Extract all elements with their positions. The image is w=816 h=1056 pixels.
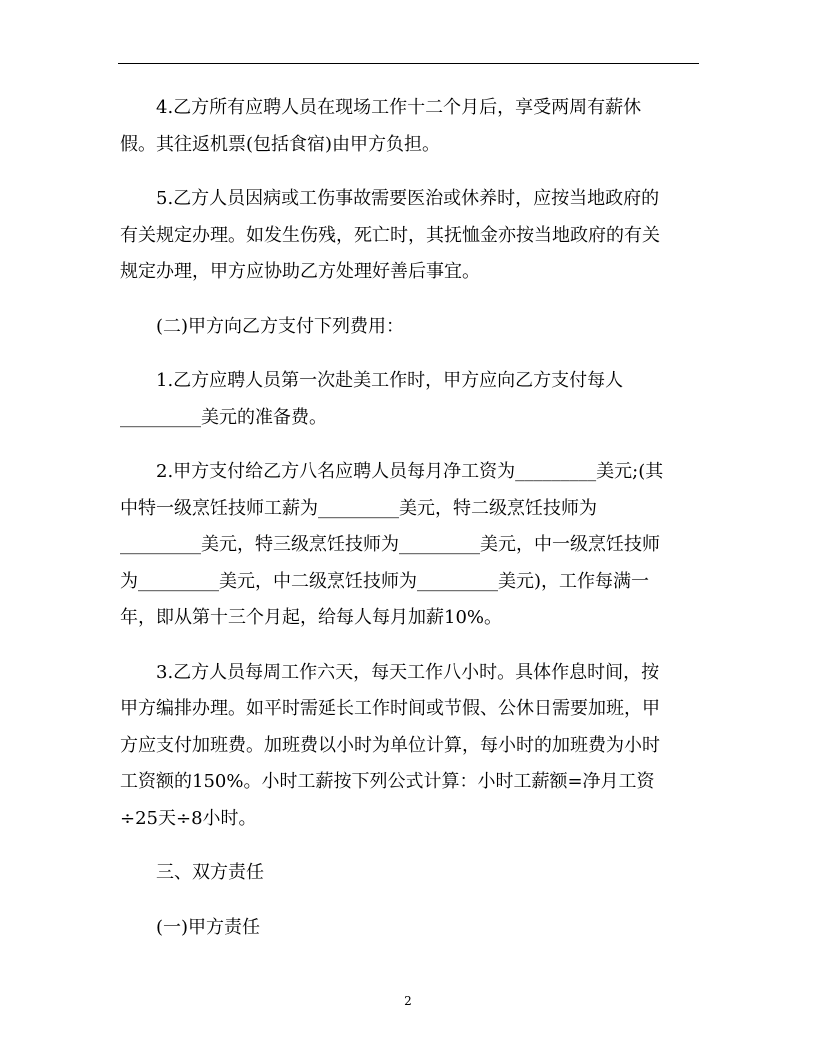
text-line: 三、双方责任 bbox=[156, 862, 264, 883]
text-line: 规定办理，甲方应协助乙方处理好善后事宜。 bbox=[120, 261, 480, 282]
paragraph-item-4 bbox=[120, 90, 700, 163]
paragraph-item-3 bbox=[120, 655, 700, 838]
text-line: 5.乙方人员因病或工伤事故需要医治或休养时，应按当地政府的 bbox=[156, 188, 660, 209]
text-line: 4.乙方所有应聘人员在现场工作十二个月后，享受两周有薪休 bbox=[156, 97, 642, 118]
text-line: 工资额的150%。小时工薪按下列公式计算：小时工薪额=净月工资 bbox=[120, 771, 655, 792]
text-line: 1.乙方应聘人员第一次赴美工作时，甲方应向乙方支付每人 bbox=[156, 370, 624, 391]
text-line: 方应支付加班费。加班费以小时为单位计算，每小时的加班费为小时 bbox=[120, 734, 660, 756]
paragraph-item-1 bbox=[120, 363, 700, 436]
text-line: 有关规定办理。如发生伤残，死亡时，其抚恤金亦按当地政府的有关 bbox=[120, 224, 660, 246]
section-heading-responsibilities bbox=[120, 855, 700, 892]
text-line: 中特一级烹饪技师工薪为_________美元，特二级烹饪技师为 bbox=[120, 497, 597, 519]
subsection-heading-party-a bbox=[120, 910, 700, 947]
text-line: (一)甲方责任 bbox=[156, 916, 261, 938]
text-line: ÷25天÷8小时。 bbox=[120, 807, 257, 829]
text-line: 2.甲方支付给乙方八名应聘人员每月净工资为_________美元;(其 bbox=[156, 461, 664, 482]
text-line: _________美元的准备费。 bbox=[120, 406, 327, 428]
header-rule bbox=[118, 63, 699, 64]
text-line: _________美元，特三级烹饪技师为_________美元，中一级烹饪技师 bbox=[120, 534, 660, 555]
text-line: 年，即从第十三个月起，给每人每月加薪10%。 bbox=[120, 607, 503, 628]
document-body bbox=[120, 90, 700, 946]
section-heading-payments bbox=[120, 309, 700, 346]
text-line: 甲方编排办理。如平时需延长工作时间或节假、公休日需要加班，甲 bbox=[120, 698, 660, 719]
text-line: 假。其往返机票(包括食宿)由甲方负担。 bbox=[120, 133, 441, 155]
text-line: (二)甲方向乙方支付下列费用： bbox=[156, 315, 405, 337]
text-line: 3.乙方人员每周工作六天，每天工作八小时。具体作息时间，按 bbox=[156, 661, 660, 683]
page-number: 2 bbox=[404, 994, 412, 1008]
paragraph-item-5 bbox=[120, 181, 700, 291]
paragraph-item-2 bbox=[120, 454, 700, 637]
text-line: 为_________美元，中二级烹饪技师为_________美元)，工作每满一 bbox=[120, 570, 650, 592]
